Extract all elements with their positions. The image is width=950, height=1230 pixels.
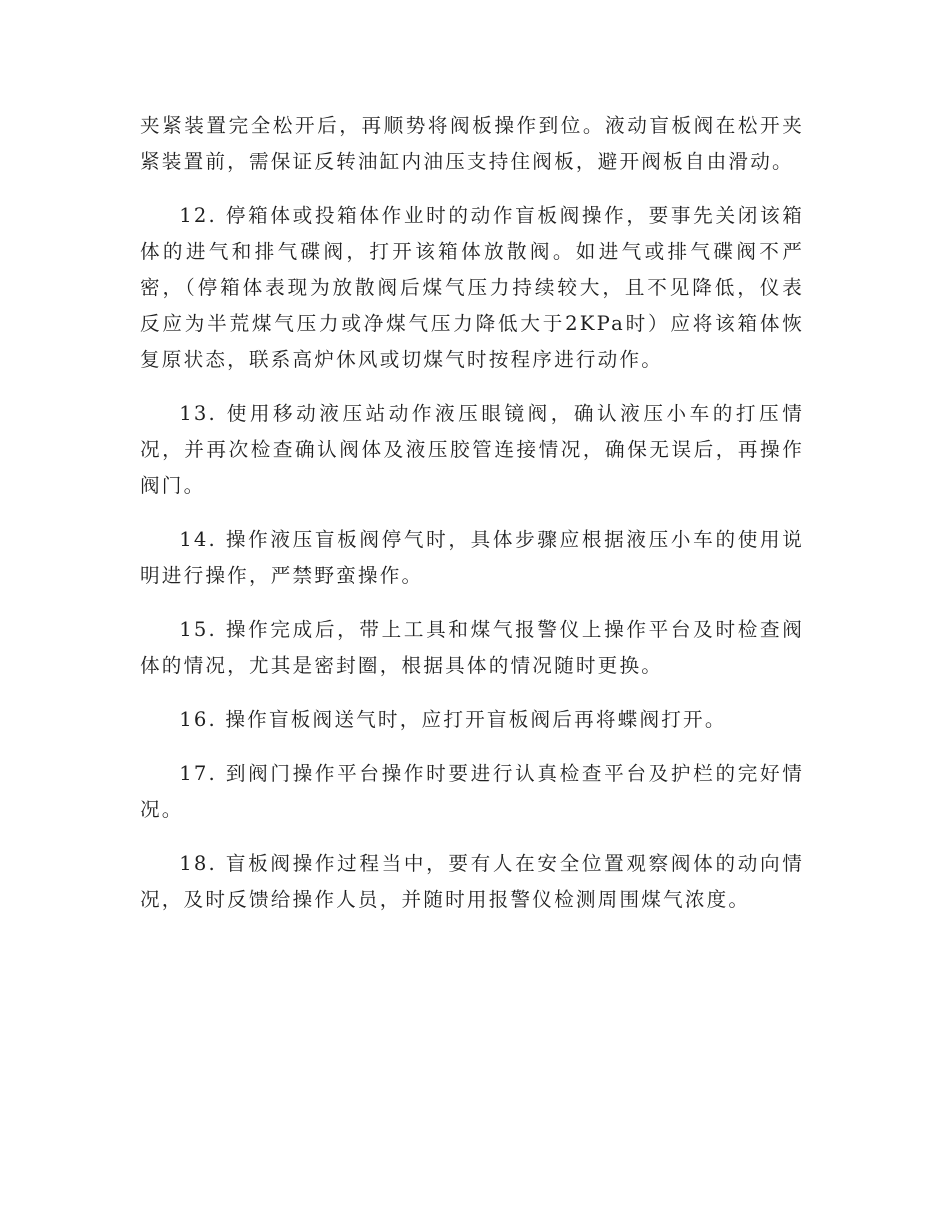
paragraph-item-18: 18. 盲板阀操作过程当中，要有人在安全位置观察阀体的动向情况，及时反馈给操作人员，并随时用报警仪检测周围煤气浓度。 [140, 852, 804, 911]
document-body [140, 108, 804, 918]
paragraph-item-17: 17. 到阀门操作平台操作时要进行认真检查平台及护栏的完好情况。 [140, 762, 804, 821]
paragraph-item-16: 16. 操作盲板阀送气时，应打开盲板阀后再将蝶阀打开。 [179, 708, 727, 731]
paragraph-continuation: 夹紧装置完全松开后，再顺势将阀板操作到位。液动盲板阀在松开夹紧装置前，需保证反转油缸内油压支持住阀板，避开阀板自由滑动。 [140, 114, 804, 173]
paragraph-item-13: 13. 使用移动液压站动作液压眼镜阀，确认液压小车的打压情况，并再次检查确认阀体及液压胶管连接情况，确保无误后，再操作阀门。 [140, 402, 804, 497]
paragraph-item-12: 12. 停箱体或投箱体作业时的动作盲板阀操作，要事先关闭该箱体的进气和排气碟阀，打开该箱体放散阀。如进气或排气碟阀不严密，（停箱体表现为放散阀后煤气压力持续较大，且不见降低，仪表反应为半荒煤气压力或净煤气压力降低大于2KPa时）应将该箱体恢复原状态，联系高炉休风或切煤气时按程序进行动作。 [140, 204, 804, 371]
paragraph-item-15: 15. 操作完成后，带上工具和煤气报警仪上操作平台及时检查阀体的情况，尤其是密封圈，根据具体的情况随时更换。 [140, 618, 804, 677]
paragraph-item-14: 14. 操作液压盲板阀停气时，具体步骤应根据液压小车的使用说明进行操作，严禁野蛮操作。 [140, 528, 804, 587]
